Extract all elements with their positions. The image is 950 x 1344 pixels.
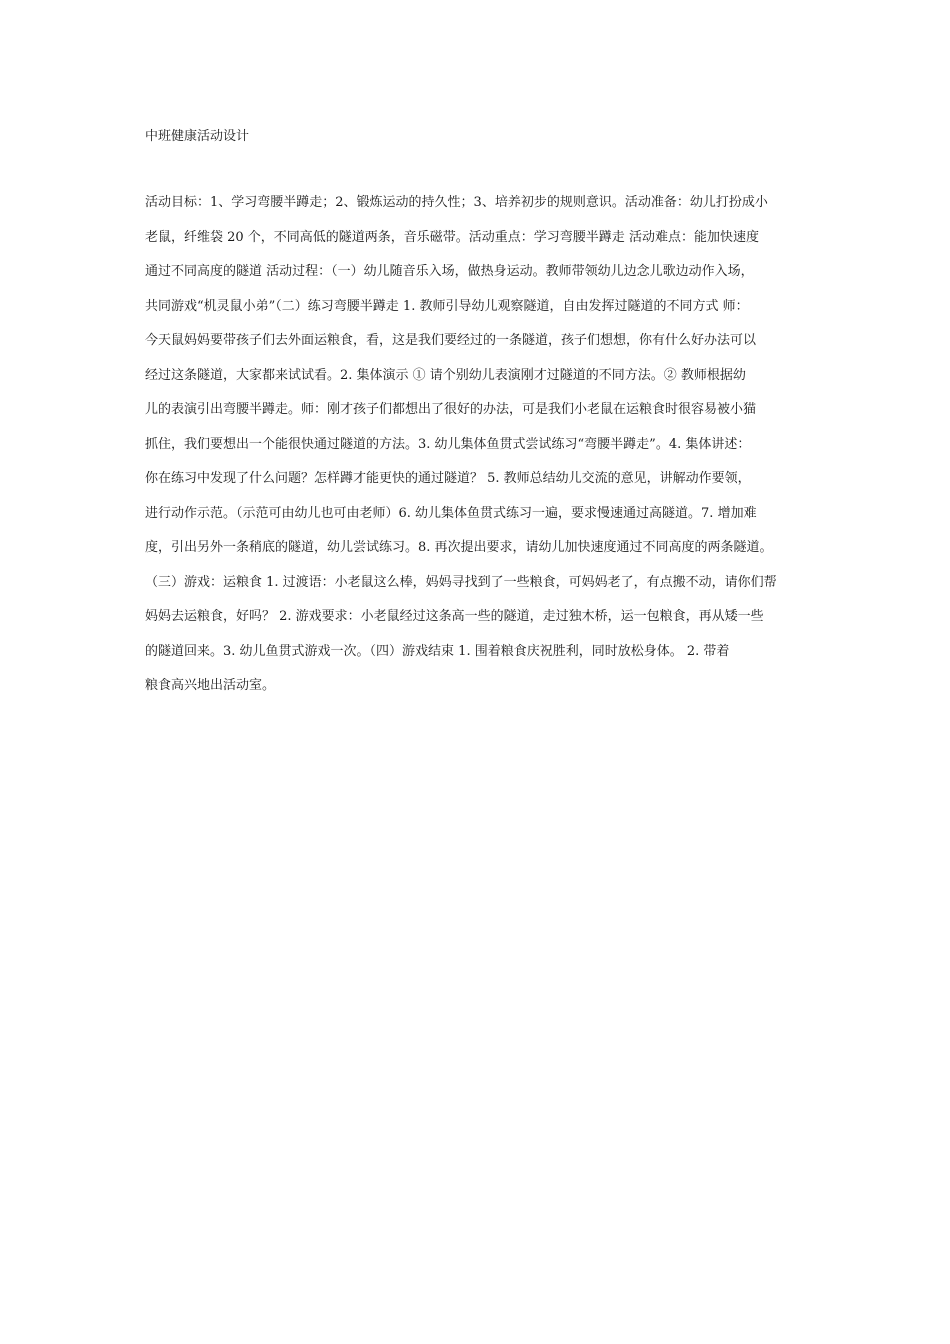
body-line: 你在练习中发现了什么问题？怎样蹲才能更快的通过隧道？ 5. 教师总结幼儿交流的意见，讲解动作要领， — [145, 471, 751, 486]
body-line: 活动目标：1、学习弯腰半蹲走；2、锻炼运动的持久性；3、培养初步的规则意识。活动准备：幼儿打扮成小 — [145, 195, 768, 210]
document-body — [145, 186, 821, 704]
body-line: 共同游戏“机灵鼠小弟”（二）练习弯腰半蹲走 1. 教师引导幼儿观察隧道，自由发挥过隧道的不同方式 师： — [145, 298, 749, 314]
body-line: 经过这条隧道，大家都来试试看。2. 集体演示 ① 请个别幼儿表演刚才过隧道的不同方法。② 教师根据幼 — [145, 367, 746, 383]
body-line: 抓住，我们要想出一个能很快通过隧道的方法。3. 幼儿集体鱼贯式尝试练习“弯腰半蹲走”。4. 集体讲述： — [145, 436, 751, 452]
body-line: 儿的表演引出弯腰半蹲走。师：刚才孩子们都想出了很好的办法，可是我们小老鼠在运粮食时很容易被小猫 — [145, 402, 757, 417]
body-line: 老鼠，纤维袋 20 个，不同高低的隧道两条，音乐磁带。活动重点：学习弯腰半蹲走 活动难点：能加快速度 — [145, 229, 759, 245]
body-line: 粮食高兴地出活动室。 — [145, 678, 276, 693]
body-line: 通过不同高度的隧道 活动过程：（一）幼儿随音乐入场，做热身运动。教师带领幼儿边念儿歌边动作入场， — [145, 264, 754, 279]
document-title: 中班健康活动设计 — [145, 129, 250, 144]
body-line: 今天鼠妈妈要带孩子们去外面运粮食，看，这是我们要经过的一条隧道，孩子们想想，你有什么好办法可以 — [145, 333, 757, 348]
body-line: 妈妈去运粮食，好吗？ 2. 游戏要求：小老鼠经过这条高一些的隧道，走过独木桥，运一包粮食，再从矮一些 — [145, 609, 764, 624]
body-line: 进行动作示范。（示范可由幼儿也可由老师）6. 幼儿集体鱼贯式练习一遍，要求慢速通过高隧道。7. 增加难 — [145, 505, 757, 521]
body-line: （三）游戏：运粮食 1. 过渡语：小老鼠这么棒，妈妈寻找到了一些粮食，可妈妈老了，有点搬不动，请你们帮 — [145, 574, 777, 590]
body-line: 的隧道回来。3. 幼儿鱼贯式游戏一次。（四）游戏结束 1. 围着粮食庆祝胜利，同时放松身体。 2. 带着 — [145, 643, 730, 659]
body-line: 度，引出另外一条稍底的隧道，幼儿尝试练习。8. 再次提出要求，请幼儿加快速度通过不同高度的两条隧道。 — [145, 540, 773, 555]
